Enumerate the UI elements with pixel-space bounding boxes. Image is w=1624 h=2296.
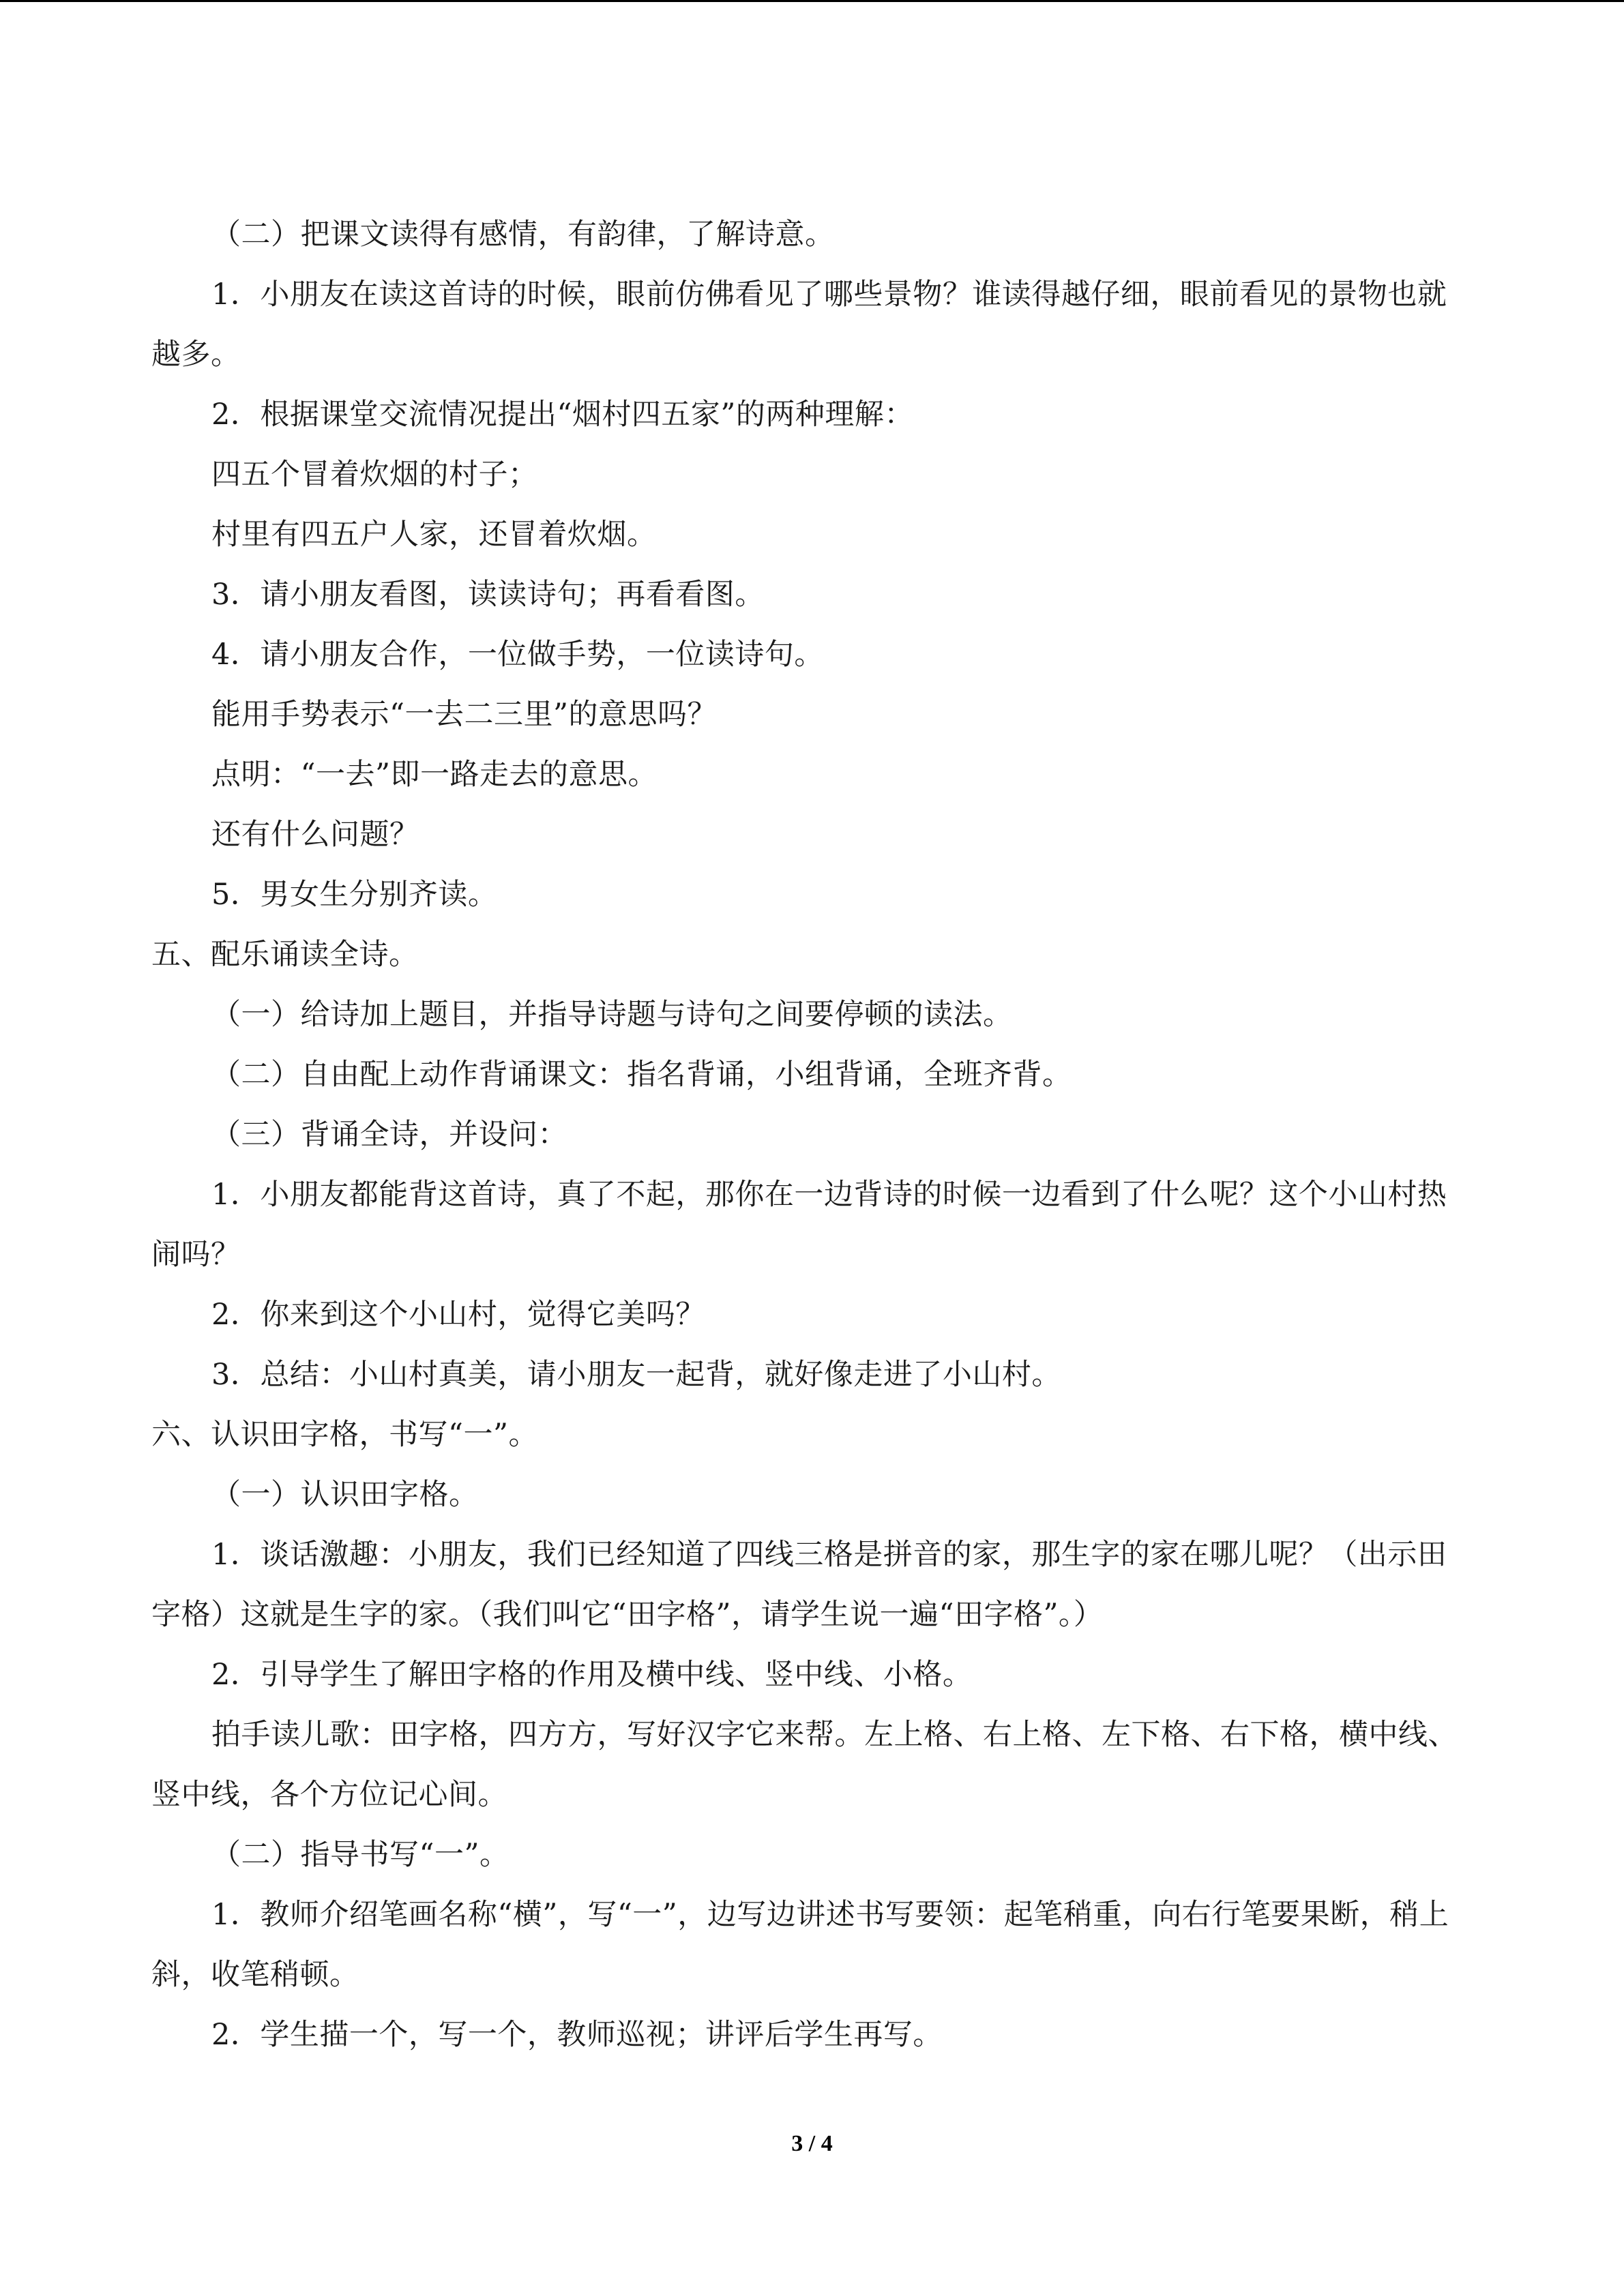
text-paragraph: 1．小朋友都能背这首诗，真了不起，那你在一边背诗的时候一边看到了什么呢？这个小山村热闹吗？ [151, 1178, 1447, 1272]
text-paragraph: 拍手读儿歌：田字格，四方方，写好汉字它来帮。左上格、右上格、左下格、右下格，横中线、竖中线，各个方位记心间。 [151, 1718, 1458, 1812]
text-line: 5．男女生分别齐读。 [211, 878, 498, 912]
text-line: 3．请小朋友看图，读读诗句；再看看图。 [211, 578, 765, 612]
page-number: 3 / 4 [791, 2131, 833, 2156]
text-line: 村里有四五户人家，还冒着炊烟。 [211, 518, 657, 552]
text-line: 2．学生描一个，写一个，教师巡视；讲评后学生再写。 [211, 2018, 943, 2052]
text-line: （二）把课文读得有感情，有韵律，了解诗意。 [211, 218, 835, 252]
text-paragraph: 1．小朋友在读这首诗的时候，眼前仿佛看见了哪些景物？谁读得越仔细，眼前看见的景物也就越多。 [151, 278, 1447, 372]
text-line: 四五个冒着炊烟的村子； [211, 458, 538, 492]
text-line: （一）给诗加上题目，并指导诗题与诗句之间要停顿的读法。 [211, 998, 1013, 1032]
document-body [151, 205, 1475, 2065]
section-heading: 六、认识田字格，书写“一”。 [151, 1418, 538, 1452]
top-border-line [0, 0, 1624, 2]
text-line: 3．总结：小山村真美，请小朋友一起背，就好像走进了小山村。 [211, 1358, 1061, 1392]
text-line: 2．引导学生了解田字格的作用及横中线、竖中线、小格。 [211, 1658, 973, 1692]
text-line: 2．根据课堂交流情况提出“烟村四五家”的两种理解： [211, 398, 914, 432]
text-line: 点明：“一去”即一路走去的意思。 [211, 758, 658, 792]
text-line: （二）自由配上动作背诵课文：指名背诵，小组背诵，全班齐背。 [211, 1058, 1072, 1092]
text-paragraph: 1．谈话激趣：小朋友，我们已经知道了四线三格是拼音的家，那生字的家在哪儿呢？（出示田字格）这就是生字的家。（我们叫它“田字格”，请学生说一遍“田字格”。） [151, 1538, 1447, 1632]
text-paragraph: 1．教师介绍笔画名称“横”，写“一”，边写边讲述书写要领：起笔稍重，向右行笔要果断，稍上斜，收笔稍顿。 [151, 1898, 1449, 1992]
text-line: （一）认识田字格。 [211, 1478, 479, 1512]
text-line: 2．你来到这个小山村，觉得它美吗？ [211, 1298, 705, 1332]
section-heading: 五、配乐诵读全诗。 [151, 938, 419, 972]
text-line: 4．请小朋友合作，一位做手势，一位读诗句。 [211, 638, 824, 672]
text-line: 能用手势表示“一去二三里”的意思吗？ [211, 698, 717, 732]
text-line: （二）指导书写“一”。 [211, 1838, 510, 1872]
text-line: 还有什么问题？ [211, 818, 419, 852]
text-line: （三）背诵全诗，并设问： [211, 1118, 567, 1152]
